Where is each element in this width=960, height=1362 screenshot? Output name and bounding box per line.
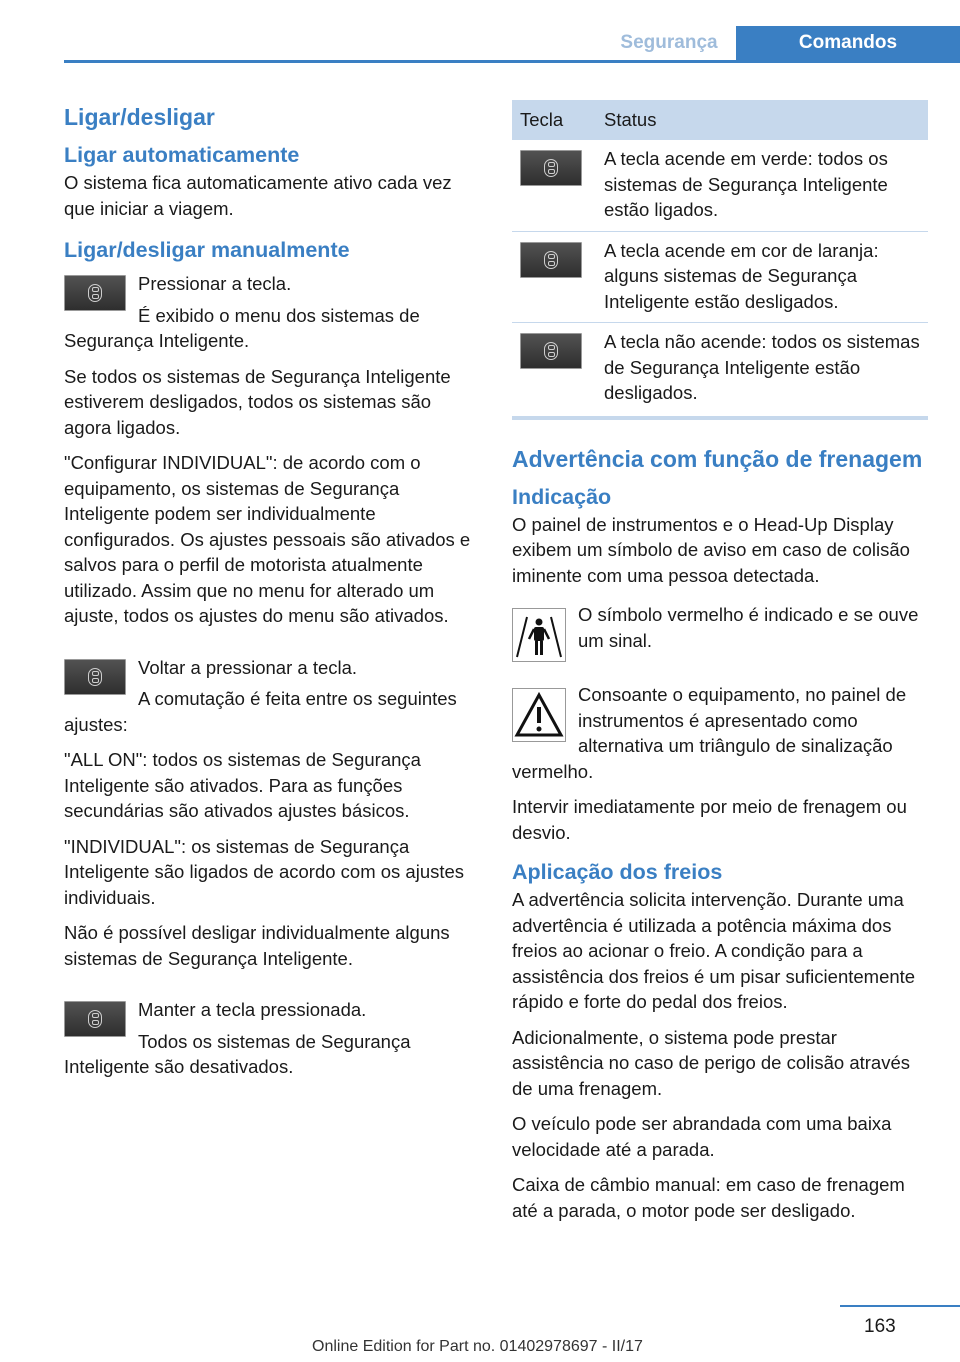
paragraph-not-possible: Não é possível desligar individualmente alguns sistemas de Segurança Inteligente. [64,922,450,969]
table-header-status: Status [596,100,928,140]
step-1-line-2: É exibido o menu dos sistemas de Segurança Inteligente. [64,304,420,351]
step-2-line-2: A comutação é feita entre os seguintes ajustes: [64,688,457,735]
subtitle-ligar-auto: Ligar automaticamente [64,143,300,167]
paragraph-freios-1: A advertência solicita intervenção. Durante uma advertência é utilizada a potência máxima dos freios ao acionar o freio. A condição para a assistência dos freios é um pisar suficientemente rápido e forte do pedal dos freios. [512,889,916,1012]
table-cell-status: A tecla acende em cor de laranja: alguns sistemas de Segurança Inteligente estão desligados. [596,231,928,323]
page-number: 163 [864,1316,896,1337]
key-off-icon [520,333,582,369]
key-green-icon [520,150,582,186]
table-cell-status: A tecla não acende: todos os sistemas de Segurança Inteligente estão desligados. [604,331,920,403]
step-1-line-1: Pressionar a tecla. [138,273,292,294]
paragraph-config-individual: "Configurar INDIVIDUAL": de acordo com o equipamento, os sistemas de Segurança Inteligente podem ser individualmente configurados. Os ajustes pessoais são ativados e salvos para o perfil de motorista atualmente utilizado. Assim que no menu for alterado um ajuste, todos os ajustes do menu são ativados. [64,452,471,626]
key-orange-icon [520,242,582,278]
intelligent-safety-key-icon [64,659,126,695]
paragraph-auto: O sistema fica automaticamente ativo cada vez que iniciar a viagem. [64,172,452,219]
symbol-2-text: Consoante o equipamento, no painel de instrumentos é apresentado como alternativa um triângulo de sinalização vermelho. [512,684,907,782]
table-cell-status: A tecla acende em verde: todos os sistemas de Segurança Inteligente estão ligados. [596,140,928,231]
table-header-key: Tecla [512,100,596,140]
paragraph-intervir: Intervir imediatamente por meio de frenagem ou desvio. [512,796,907,843]
paragraph-indicacao: O painel de instrumentos e o Head-Up Display exibem um símbolo de aviso em caso de colisão iminente com uma pessoa detectada. [512,513,910,586]
symbol-row-triangle [512,682,928,784]
subtitle-ligar-manual: Ligar/desligar manualmente [64,238,350,262]
paragraph-individual: "INDIVIDUAL": os sistemas de Segurança Inteligente são ligados de acordo com os ajustes individuais. [64,835,465,908]
pedestrian-warning-icon [512,608,566,662]
header-rule [64,60,960,63]
table-bottom-rule [512,416,928,420]
step-3-line-2: Todos os sistemas de Segurança Inteligente são desativados. [64,1030,411,1077]
right-column [512,100,928,1233]
paragraph-freios-2: Adicionalmente, o sistema pode prestar assistência no caso de perigo de colisão através de uma frenagem. [512,1026,910,1099]
key-step-2 [64,655,482,738]
intelligent-safety-key-icon [64,1001,126,1037]
paragraph-freios-4: Caixa de câmbio manual: em caso de frenagem até a parada, o motor pode ser desligado. [512,1174,905,1221]
paragraph-freios-3: O veículo pode ser abrandada com uma baixa velocidade até a parada. [512,1113,892,1160]
symbol-row-pedestrian [512,602,928,666]
section-title-advertencia: Advertência com função de frenagem [512,445,923,472]
key-step-3 [64,997,482,1080]
table-row [512,140,928,231]
left-column [64,100,482,1090]
header-tab-comandos[interactable]: Comandos [736,26,960,62]
subtitle-aplicacao-freios: Aplicação dos freios [512,860,723,884]
warning-triangle-icon [512,688,566,742]
subtitle-indicacao: Indicação [512,484,612,509]
key-status-table [512,100,928,414]
symbol-1-text: O símbolo vermelho é indicado e se ouve um sinal. [578,604,919,651]
table-row [512,323,928,414]
key-step-1 [64,271,482,354]
step-3-line-1: Manter a tecla pressionada. [138,999,367,1020]
paragraph-all-on: "ALL ON": todos os sistemas de Segurança Inteligente são ativados. Para as funções secundárias são ativados ajustes básicos. [64,749,421,821]
edition-footer: Online Edition for Part no. 01402978697 - II/17 [312,1338,643,1355]
section-title-ligar-desligar: Ligar/desligar [64,104,215,130]
step-2-line-1: Voltar a pressionar a tecla. [138,656,358,678]
header-tab-seguranca[interactable]: Segurança [620,32,718,53]
paragraph-all-off: Se todos os sistemas de Segurança Inteligente estiverem desligados, todos os sistemas são agora ligados. [64,365,451,438]
intelligent-safety-key-icon [64,275,126,311]
footer-rule [840,1305,960,1307]
table-row [512,231,928,323]
